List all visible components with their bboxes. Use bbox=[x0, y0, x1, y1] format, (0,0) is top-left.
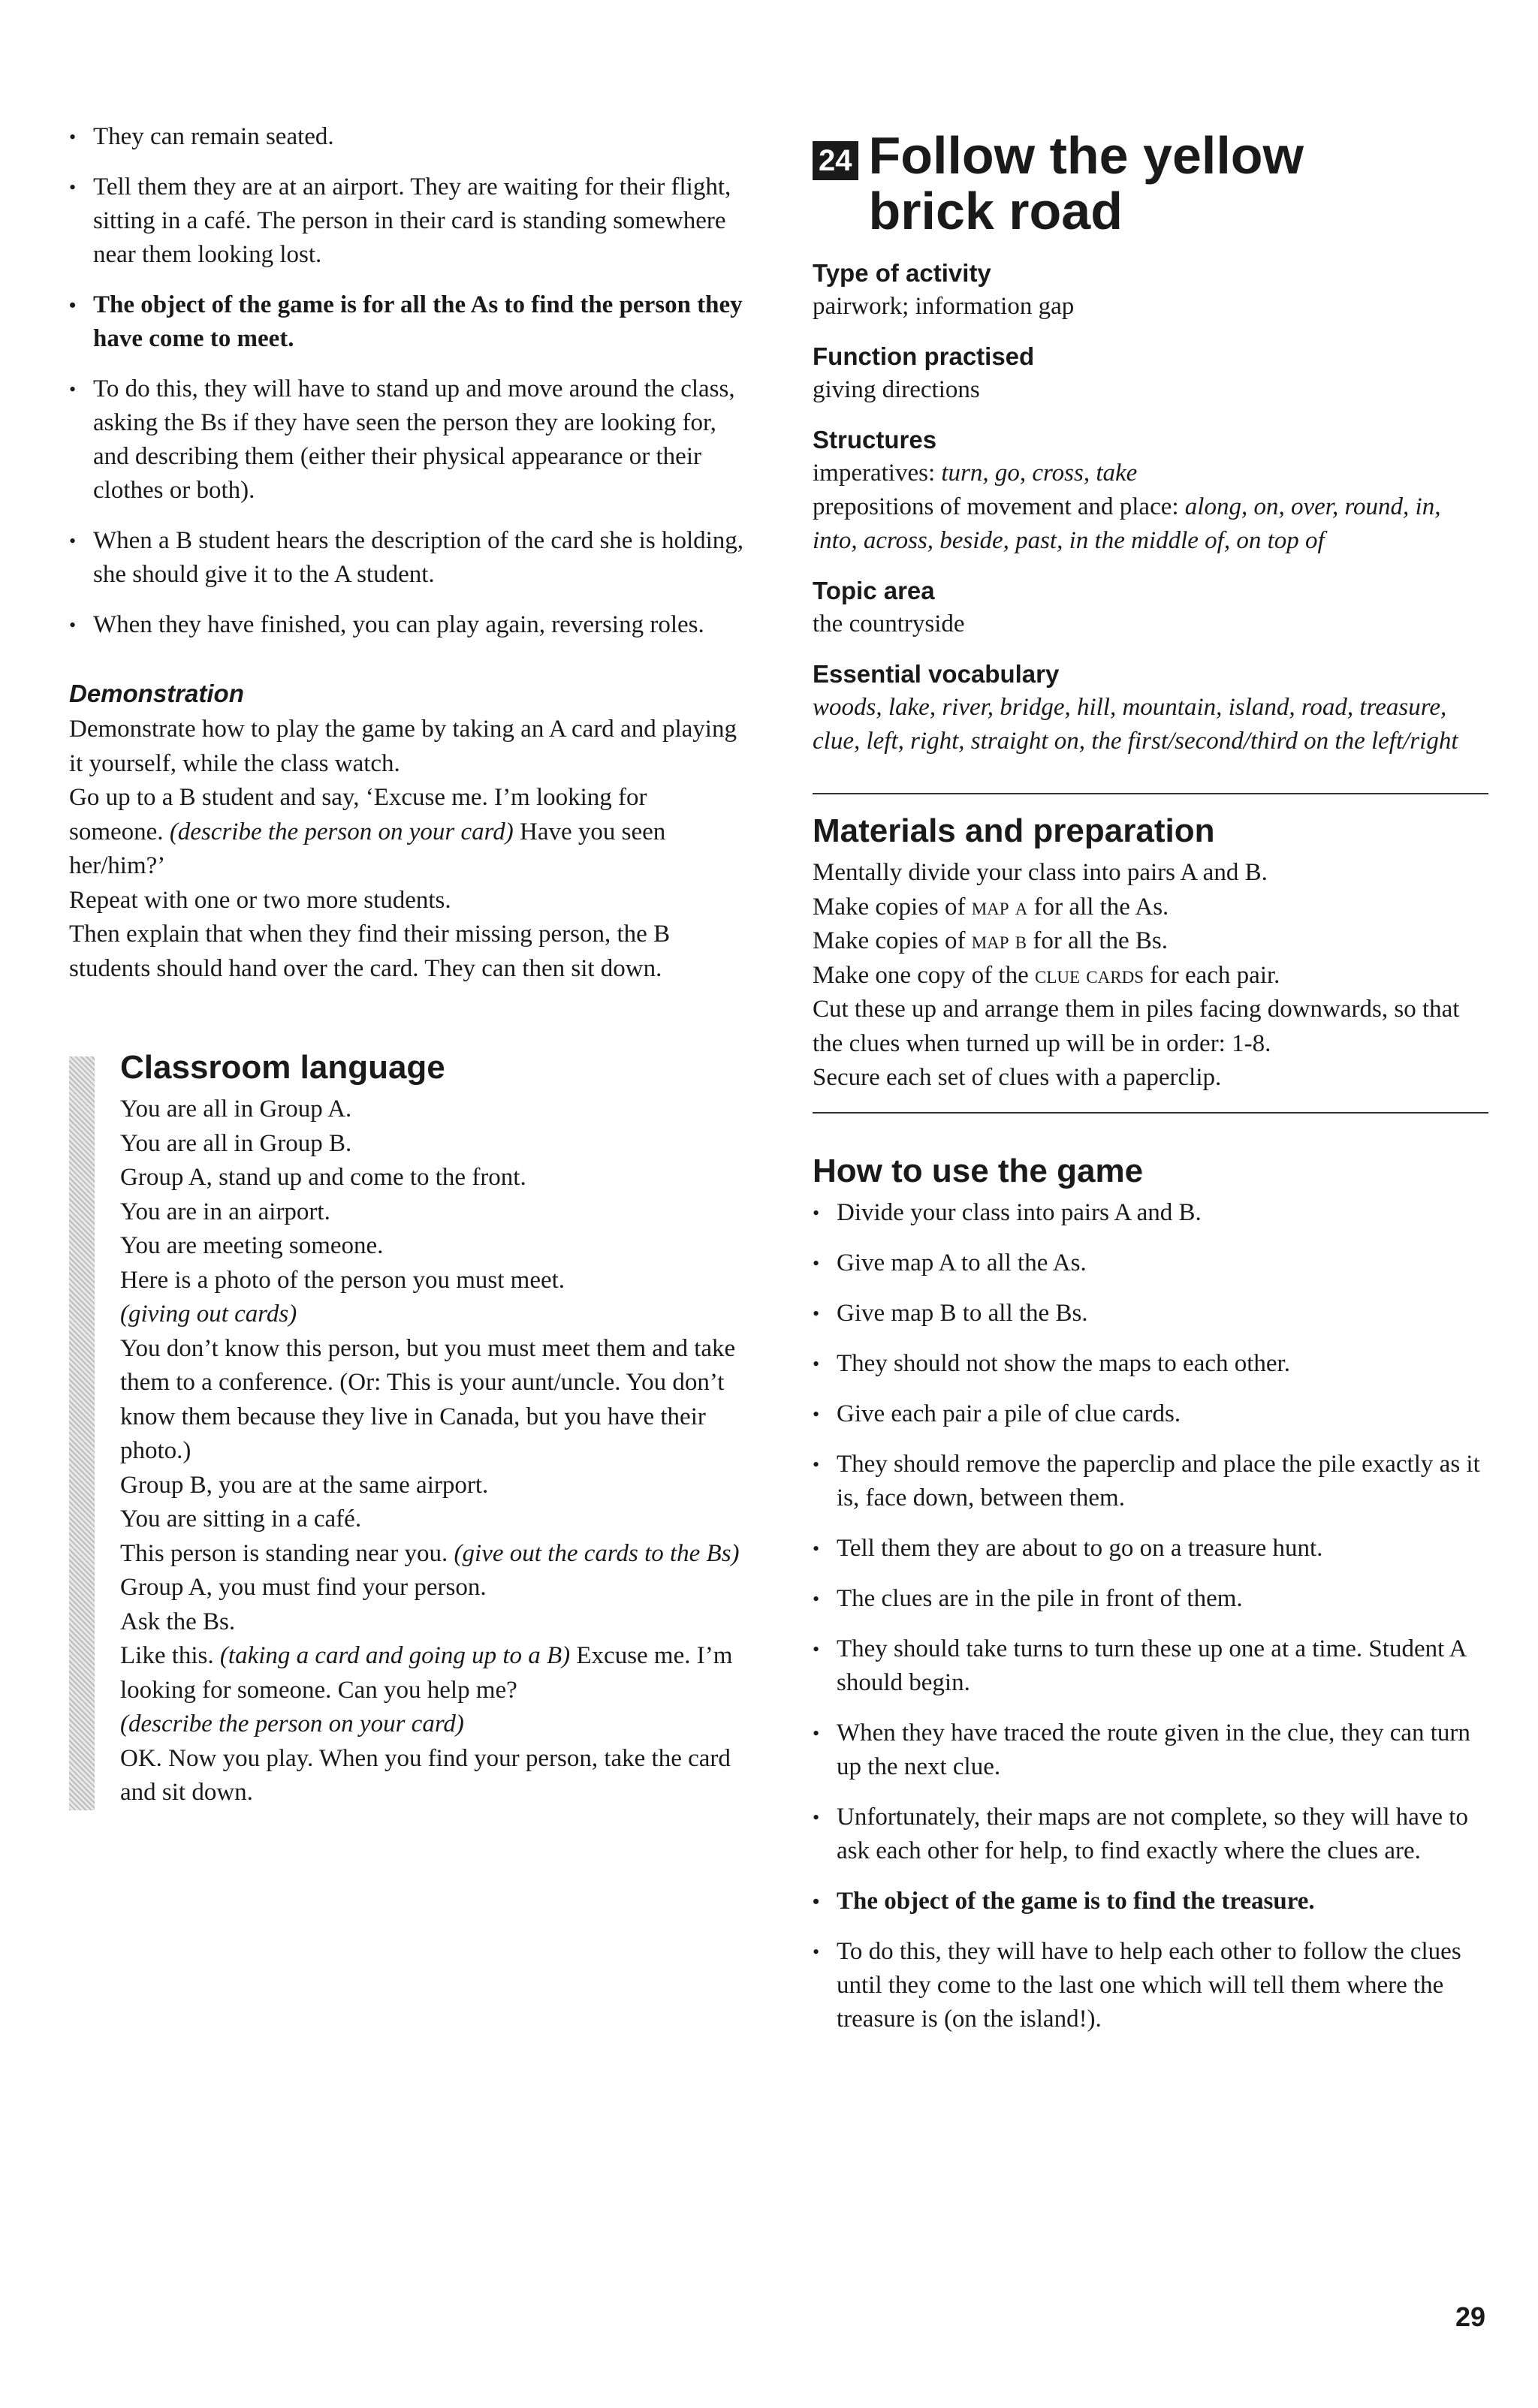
list-item: • The object of the game is to find the treasure. bbox=[813, 1885, 1488, 1918]
language-line: (giving out cards) bbox=[120, 1300, 297, 1328]
language-line: This person is standing near you. (give out the cards to the Bs) bbox=[120, 1539, 740, 1567]
language-line: Group B, you are at the same airport. bbox=[120, 1471, 489, 1499]
structures-heading: Structures bbox=[813, 426, 937, 454]
topic-body: the countryside bbox=[813, 610, 965, 637]
paragraph: Demonstrate how to play the game by taking an A card and playing it yourself, while the class watch. bbox=[69, 716, 737, 777]
list-item: • Give map A to all the As. bbox=[813, 1246, 1488, 1280]
list-item: • They should not show the maps to each other. bbox=[813, 1347, 1488, 1381]
language-line: You are all in Group A. bbox=[120, 1096, 352, 1123]
list-item: • They can remain seated. bbox=[69, 120, 745, 154]
demonstration-heading: Demonstration bbox=[69, 680, 244, 707]
language-line: You are in an airport. bbox=[120, 1198, 330, 1225]
list-item: • When they have finished, you can play again, reversing roles. bbox=[69, 608, 745, 642]
list-item: • Unfortunately, their maps are not complete, so they will have to ask each other for help, to find exactly where the clues are. bbox=[813, 1801, 1488, 1868]
section-title: Materials and preparation bbox=[813, 812, 1215, 849]
how-to-section bbox=[813, 1153, 1488, 2036]
demonstration-section bbox=[69, 680, 745, 986]
function-heading: Function practised bbox=[813, 342, 1035, 370]
language-line: You don’t know this person, but you must meet them and take them to a conference. (Or: This is your aunt/uncle. You don’t know them because they live in Canada, but you have their photo.) bbox=[120, 1334, 736, 1464]
materials-section bbox=[813, 812, 1488, 1096]
vocabulary-heading: Essential vocabulary bbox=[813, 660, 1060, 688]
structures-body: imperatives: turn, go, cross, take prepositions of movement and place: along, on, over, round, in, into, across, beside, past, in the middle of, on top of bbox=[813, 460, 1441, 554]
language-line: You are meeting someone. bbox=[120, 1232, 384, 1259]
list-item: • Tell them they are about to go on a treasure hunt. bbox=[813, 1532, 1488, 1566]
left-column bbox=[69, 120, 745, 1810]
lesson-header bbox=[813, 128, 1488, 239]
list-item: • To do this, they will have to help each other to follow the clues until they come to the last one which will tell them where the treasure is (on the island!). bbox=[813, 1935, 1488, 2036]
vocabulary-body: woods, lake, river, bridge, hill, mountain, island, road, treasure, clue, left, right, straight on, the first/second/third on the left/right bbox=[813, 694, 1458, 755]
list-item: • Give map B to all the Bs. bbox=[813, 1297, 1488, 1331]
list-item: • Tell them they are at an airport. They are waiting for their flight, sitting in a café. The person in their card is standing somewhere near them looking lost. bbox=[69, 170, 745, 272]
function-body: giving directions bbox=[813, 376, 980, 403]
list-item: • They should remove the paperclip and place the pile exactly as it is, face down, between them. bbox=[813, 1448, 1488, 1515]
paragraph: Make copies of map a for all the As. bbox=[813, 893, 1169, 921]
list-item: • The clues are in the pile in front of them. bbox=[813, 1582, 1488, 1616]
language-line: (describe the person on your card) bbox=[120, 1710, 464, 1737]
right-column bbox=[813, 128, 1488, 2053]
type-body: pairwork; information gap bbox=[813, 293, 1075, 320]
divider bbox=[813, 1112, 1488, 1114]
page-number: 29 bbox=[1455, 2301, 1485, 2332]
lesson-number-badge: 24 bbox=[813, 141, 858, 180]
paragraph: Repeat with one or two more students. bbox=[69, 886, 451, 914]
language-line: You are all in Group B. bbox=[120, 1129, 352, 1157]
list-item: • They should take turns to turn these up one at a time. Student A should begin. bbox=[813, 1632, 1488, 1700]
paragraph: Make copies of map b for all the Bs. bbox=[813, 927, 1169, 954]
list-item: • When a B student hears the description of the card she is holding, she should give it to the A student. bbox=[69, 524, 745, 592]
language-line: Group A, you must find your person. bbox=[120, 1574, 487, 1601]
language-line: OK. Now you play. When you find your person, take the card and sit down. bbox=[120, 1744, 731, 1806]
language-line: You are sitting in a café. bbox=[120, 1505, 362, 1533]
paragraph: Go up to a B student and say, ‘Excuse me. I’m looking for someone. (describe the person on your card) Have you seen her/him?’ bbox=[69, 784, 666, 879]
list-item: • When they have traced the route given in the clue, they can turn up the next clue. bbox=[813, 1716, 1488, 1784]
instruction-list bbox=[69, 120, 745, 642]
language-line: Like this. (taking a card and going up to a B) Excuse me. I’m looking for someone. Can you help me? bbox=[120, 1642, 733, 1704]
lesson-title: Follow the yellow brick road bbox=[868, 126, 1304, 240]
section-title: Classroom language bbox=[120, 1049, 445, 1086]
divider bbox=[813, 793, 1488, 794]
instruction-list bbox=[813, 1196, 1488, 2036]
paragraph: Secure each set of clues with a paperclip. bbox=[813, 1064, 1222, 1091]
paragraph: Mentally divide your class into pairs A and B. bbox=[813, 859, 1268, 886]
list-item: • Divide your class into pairs A and B. bbox=[813, 1196, 1488, 1230]
type-heading: Type of activity bbox=[813, 259, 991, 287]
paragraph: Make one copy of the clue cards for each pair. bbox=[813, 961, 1280, 989]
list-item: • To do this, they will have to stand up and move around the class, asking the Bs if they have seen the person they are looking for, and describing them (either their physical appearance or their clothes or both). bbox=[69, 372, 745, 508]
decorative-strip bbox=[69, 1056, 95, 1810]
classroom-language-section bbox=[69, 1049, 745, 1810]
section-title: How to use the game bbox=[813, 1152, 1144, 1189]
language-line: Ask the Bs. bbox=[120, 1608, 236, 1635]
paragraph: Then explain that when they find their missing person, the B students should hand over the card. They can then sit down. bbox=[69, 921, 671, 982]
paragraph: Cut these up and arrange them in piles facing downwards, so that the clues when turned up will be in order: 1-8. bbox=[813, 996, 1460, 1057]
list-item: • The object of the game is for all the As to find the person they have come to meet. bbox=[69, 288, 745, 356]
language-line: Here is a photo of the person you must meet. bbox=[120, 1266, 565, 1294]
language-line: Group A, stand up and come to the front. bbox=[120, 1164, 526, 1191]
list-item: • Give each pair a pile of clue cards. bbox=[813, 1397, 1488, 1431]
activity-details bbox=[813, 257, 1488, 758]
topic-heading: Topic area bbox=[813, 577, 935, 604]
